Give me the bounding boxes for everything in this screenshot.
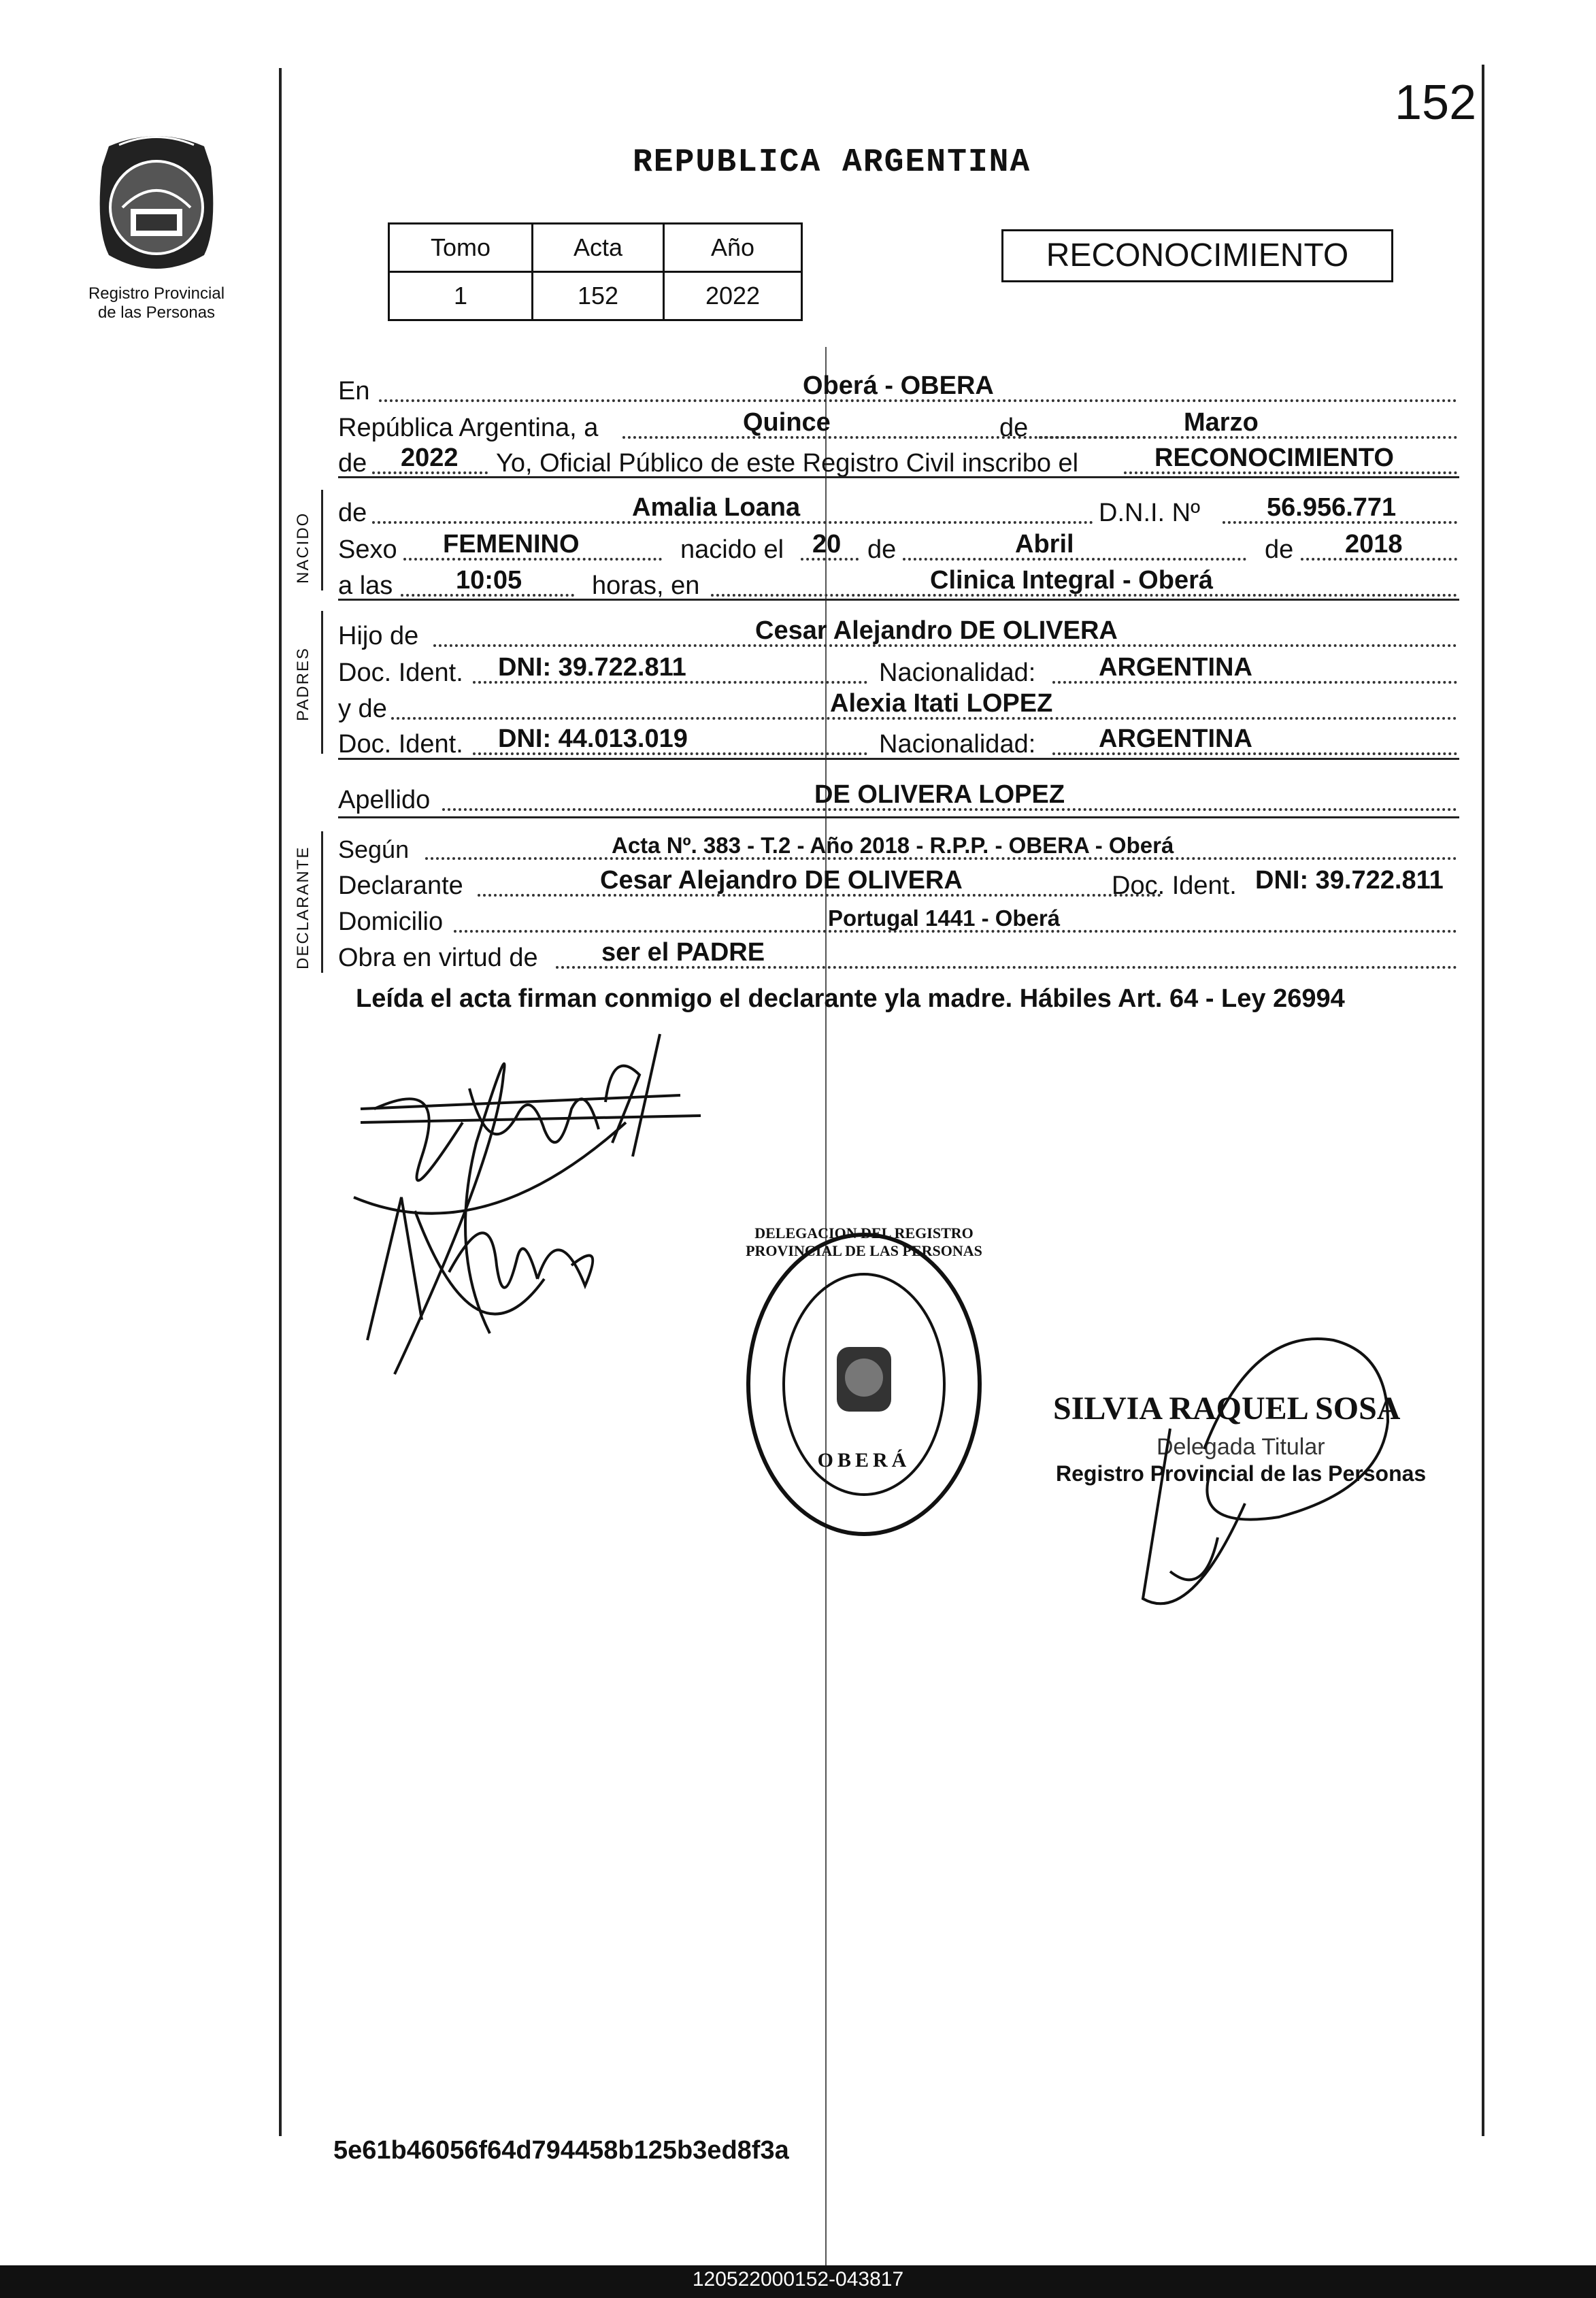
value-born-month: Abril (1015, 530, 1074, 559)
registrar-office: Registro Provincial de las Personas (1056, 1461, 1427, 1486)
registry-label-line-2: de las Personas (97, 303, 216, 322)
label-republica: República Argentina, a (338, 414, 599, 442)
section-rule (338, 816, 1459, 818)
label-doc-ident-2: Doc. Ident. (338, 730, 463, 759)
section-rule (338, 599, 1459, 601)
row-act (338, 443, 1457, 480)
side-label-nacido: NACIDO (294, 512, 312, 584)
label-sexo: Sexo (338, 535, 397, 564)
section-rule (338, 758, 1459, 760)
registrar-signature (1129, 1313, 1456, 1633)
declarant-signature (313, 993, 735, 1415)
registrar-name: SILVIA RAQUEL SOSA (1053, 1391, 1401, 1427)
padres-bracket (321, 611, 323, 754)
right-margin-line (1482, 65, 1484, 2136)
label-nacido-el: nacido el (680, 535, 784, 564)
value-act-type: RECONOCIMIENTO (1154, 444, 1394, 472)
label-dni: D.N.I. Nº (1099, 499, 1200, 527)
acta-value: 152 (533, 272, 664, 320)
label-de-born-month: de (867, 535, 897, 564)
row-father-doc (338, 652, 1457, 689)
document-type-box: RECONOCIMIENTO (1001, 229, 1393, 282)
label-doc-ident-3: Doc. Ident. (1112, 871, 1237, 900)
label-doc-ident-1: Doc. Ident. (338, 659, 463, 687)
label-de-born-year: de (1265, 535, 1294, 564)
page-number: 152 (1395, 76, 1477, 130)
value-born-place: Clinica Integral - Oberá (930, 566, 1213, 595)
value-born-day: 20 (812, 530, 842, 559)
value-address: Portugal 1441 - Oberá (828, 905, 1061, 931)
value-place: Oberá - OBERA (803, 371, 994, 400)
label-de-month: de (999, 414, 1029, 442)
section-rule (338, 476, 1459, 478)
dots (903, 558, 1246, 561)
value-month: Marzo (1184, 408, 1259, 437)
footer-id: 120522000152-043817 (692, 2268, 904, 2291)
label-obra: Obra en virtud de (338, 944, 538, 972)
label-domicilio: Domicilio (338, 907, 444, 936)
tomo-value: 1 (389, 272, 533, 320)
ano-header: Año (664, 224, 802, 272)
value-sex: FEMENINO (443, 530, 580, 559)
value-day: Quince (743, 408, 831, 437)
row-address (338, 901, 1457, 938)
label-oficial: Yo, Oficial Público de este Registro Civil inscribo el (496, 449, 1079, 478)
left-margin-line (279, 68, 282, 2136)
value-father-doc: DNI: 39.722.811 (498, 653, 686, 682)
label-declarante: Declarante (338, 871, 463, 900)
label-a-las: a las (338, 571, 393, 600)
label-apellido: Apellido (338, 786, 431, 814)
row-father (338, 616, 1457, 652)
label-nacionalidad-2: Nacionalidad: (879, 730, 1036, 759)
row-mother (338, 688, 1457, 725)
row-child-name (338, 493, 1457, 529)
stamp-city: OBERÁ (817, 1449, 911, 1471)
value-child-dni: 56.956.771 (1267, 493, 1397, 522)
label-de-name: de (338, 499, 367, 527)
tomo-header: Tomo (389, 224, 533, 272)
record-table-value-row (389, 272, 802, 320)
value-born-year: 2018 (1345, 530, 1403, 559)
value-mother-name: Alexia Itati LOPEZ (830, 689, 1053, 718)
stamp-text: DELEGACION DEL REGISTRO PROVINCIAL DE LAS PERSONAS (746, 1225, 982, 1259)
ano-value: 2022 (664, 272, 802, 320)
side-label-declarante: DECLARANTE (294, 846, 312, 969)
value-mother-nationality: ARGENTINA (1099, 725, 1252, 753)
hash-code: 5e61b46056f64d794458b125b3ed8f3a (333, 2136, 789, 2165)
label-y-de: y de (338, 695, 387, 723)
label-horas-en: horas, en (592, 571, 700, 600)
row-date (338, 407, 1457, 444)
label-hijo-de: Hijo de (338, 622, 419, 650)
nacido-bracket (321, 490, 323, 590)
value-declarant-name: Cesar Alejandro DE OLIVERA (600, 866, 963, 895)
side-label-padres: PADRES (294, 647, 312, 721)
signing-note: Leída el acta firman conmigo el declarante yla madre. Hábiles Art. 64 - Ley 26994 (356, 984, 1345, 1013)
value-declarant-doc: DNI: 39.722.811 (1255, 866, 1444, 895)
official-stamp (738, 1225, 990, 1544)
registry-label (61, 284, 252, 322)
province-emblem-logo (82, 126, 231, 289)
value-year: 2022 (401, 444, 459, 472)
acta-header: Acta (533, 224, 664, 272)
row-place (338, 371, 1457, 407)
country-title: REPUBLICA ARGENTINA (633, 144, 1031, 181)
label-nacionalidad-1: Nacionalidad: (879, 659, 1036, 687)
registry-label-line-1: Registro Provincial (88, 284, 225, 303)
label-en: En (338, 377, 370, 405)
value-according-to: Acta Nº. 383 - T.2 - Año 2018 - R.P.P. - OBERA - Oberá (612, 833, 1174, 858)
row-birth (338, 529, 1457, 566)
value-mother-doc: DNI: 44.013.019 (498, 725, 688, 753)
value-surname: DE OLIVERA LOPEZ (814, 780, 1065, 809)
label-de-year: de (338, 449, 367, 478)
value-by-virtue: ser el PADRE (601, 938, 765, 967)
label-segun: Según (338, 835, 410, 863)
row-declarant (338, 865, 1457, 902)
value-child-name: Amalia Loana (632, 493, 801, 522)
value-father-name: Cesar Alejandro DE OLIVERA (755, 616, 1118, 645)
row-surname (338, 780, 1457, 816)
row-time-place (338, 565, 1457, 602)
row-by-virtue (338, 937, 1457, 974)
value-father-nationality: ARGENTINA (1099, 653, 1252, 682)
value-born-time: 10:05 (456, 566, 522, 595)
record-table (388, 222, 803, 321)
declarante-bracket (321, 831, 323, 973)
row-mother-doc (338, 724, 1457, 761)
record-table-header-row (389, 224, 802, 272)
registrar-role: Delegada Titular (1157, 1434, 1325, 1460)
row-segun (338, 829, 1457, 865)
